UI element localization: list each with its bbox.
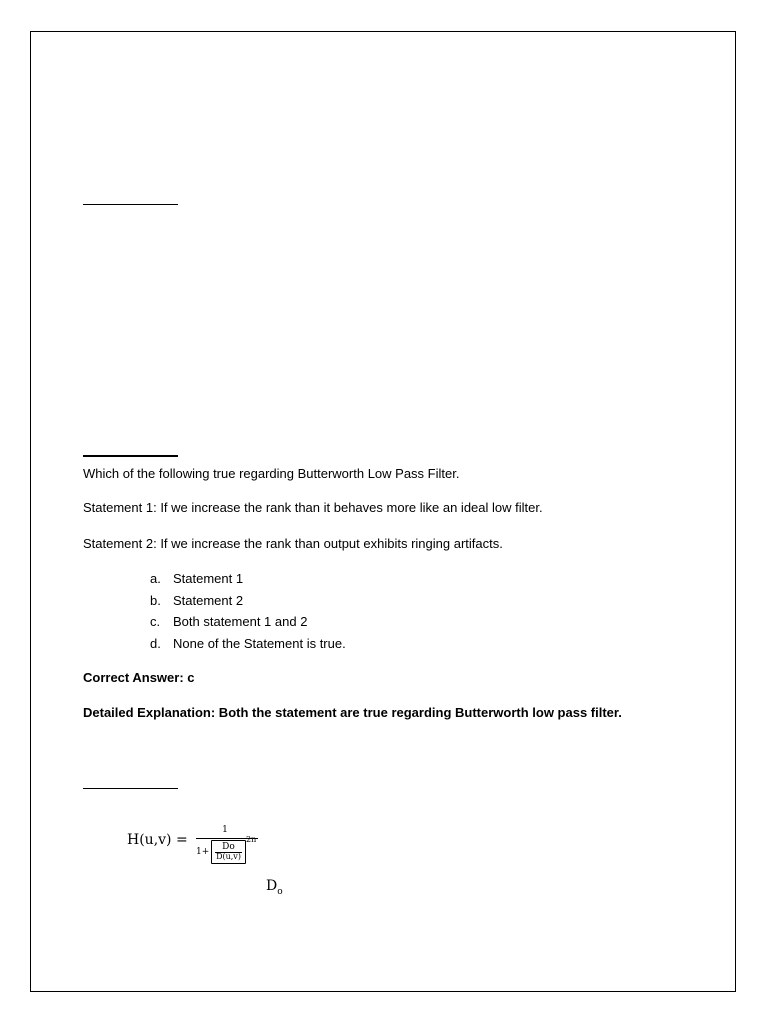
option-text: Statement 2 [173,592,244,608]
statement-1: Statement 1: If we increase the rank than it behaves more like an ideal low filter. [83,500,543,515]
formula-inner-numerator: Do [222,842,235,852]
option-text: Both statement 1 and 2 [173,614,308,630]
formula-fraction [196,824,260,868]
option-item [150,636,346,658]
separator-rule-1 [83,204,178,205]
separator-rule-2 [83,455,178,457]
question-prompt: Which of the following true regarding Butterworth Low Pass Filter. [83,466,460,481]
correct-answer: Correct Answer: c [83,670,195,685]
formula-bracket [211,840,246,864]
option-letter: b. [150,592,161,608]
formula-lhs: H(u,v) = [127,832,188,848]
cutoff-symbol [266,878,283,897]
option-text: Statement 1 [173,571,244,586]
formula-numerator: 1 [222,825,228,835]
formula-one-plus: 1+ [196,847,210,857]
option-letter: a. [150,571,161,586]
option-letter: c. [150,614,161,630]
detailed-explanation: Detailed Explanation: Both the statement are true regarding Butterworth low pass filter. [83,705,622,720]
option-item [150,614,346,636]
formula-inner-denominator: D(u,v) [216,852,241,861]
formula-exponent: 2n [246,835,257,844]
separator-rule-3 [83,788,178,789]
answer-options-list [150,571,346,658]
cutoff-symbol-subscript: o [277,886,283,897]
option-text: None of the Statement is true. [173,636,346,652]
cutoff-symbol-base: D [266,878,278,894]
option-letter: d. [150,636,161,652]
statement-2: Statement 2: If we increase the rank than output exhibits ringing artifacts. [83,536,503,551]
option-item [150,593,346,615]
option-item [150,571,346,593]
